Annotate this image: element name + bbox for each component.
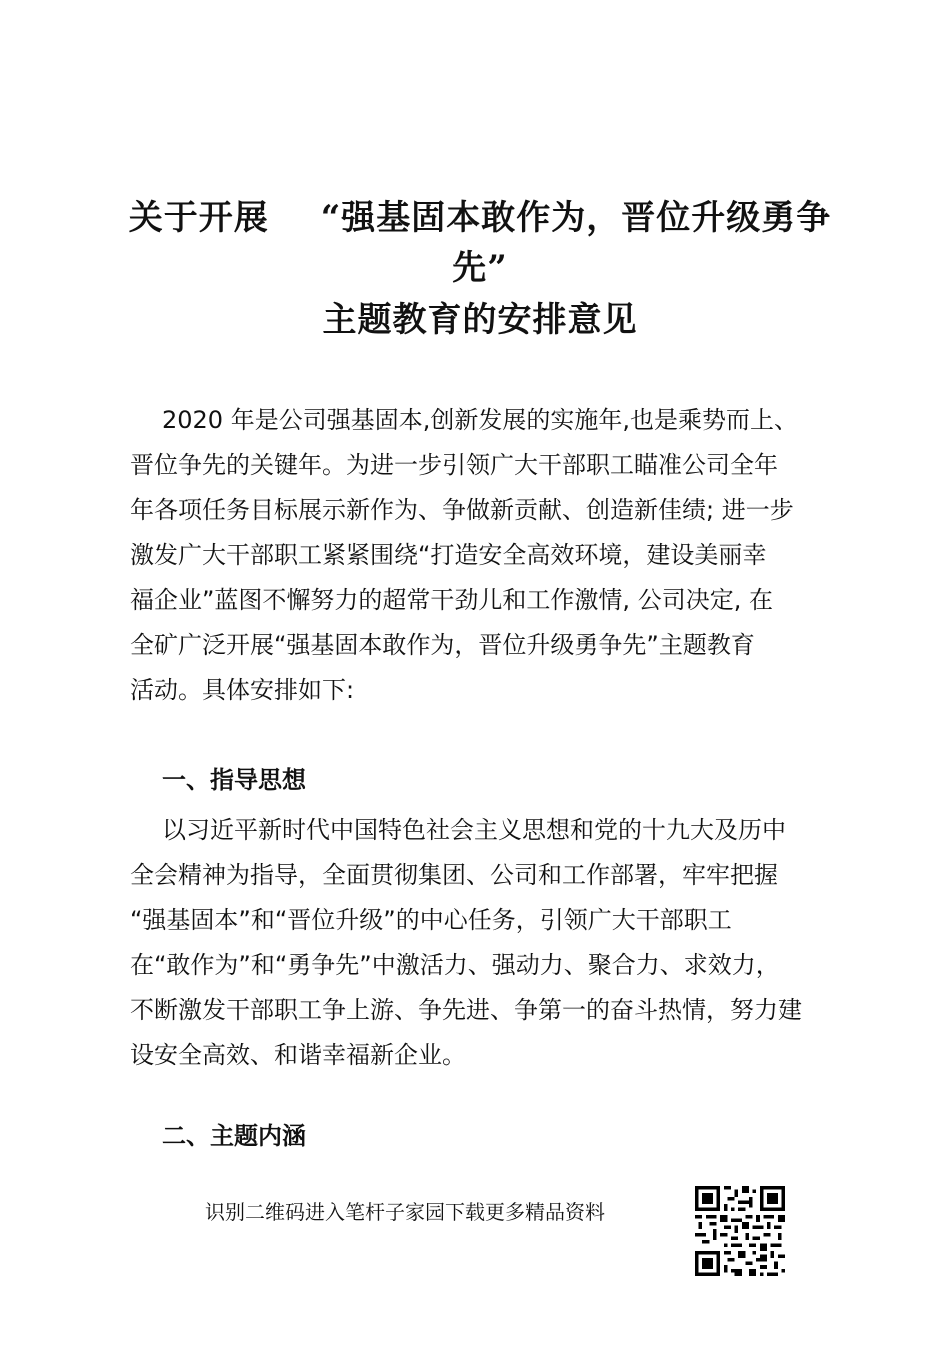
intro-line: 激发广大干部职工紧紧围绕“打造安全高效环境，建设美丽幸 (130, 541, 767, 569)
guiding-line: 不断激发干部职工争上游、争先进、争第一的奋斗热情，努力建 (130, 996, 802, 1024)
guiding-line: 在“敢作为”和“勇争先”中激活力、强动力、聚合力、求效力， (130, 951, 780, 979)
title-theme: “强基固本敢作为，晋位升级勇争 (320, 198, 832, 238)
title-prefix: 关于开展 (128, 198, 269, 238)
guiding-line: 设安全高效、和谐幸福新企业。 (130, 1041, 466, 1069)
intro-line: 2020 年是公司强基固本,创新发展的实施年,也是乘势而上、 (162, 406, 798, 434)
qr-code-icon[interactable] (695, 1186, 785, 1276)
section-heading-theme-connotation: 二、主题内涵 (162, 1122, 306, 1150)
document-title-line-3: 主题教育的安排意见 (322, 300, 638, 340)
guiding-line: 以习近平新时代中国特色社会主义思想和党的十九大及历中 (162, 816, 786, 844)
intro-line: 年各项任务目标展示新作为、争做新贡献、创造新佳绩; 进一步 (130, 496, 794, 524)
section-heading-guiding-thought: 一、指导思想 (162, 766, 306, 794)
guiding-line: “强基固本”和“晋位升级”的中心任务，引领广大干部职工 (130, 906, 732, 934)
document-title-line-2: 先” (452, 248, 508, 288)
document-title-line-1 (120, 190, 840, 239)
intro-line: 晋位争先的关键年。为进一步引领广大干部职工瞄准公司全年 (130, 451, 778, 479)
intro-line: 活动。具体安排如下: (130, 676, 355, 704)
guiding-thought-paragraph (130, 808, 830, 1078)
guiding-line: 全会精神为指导，全面贯彻集团、公司和工作部署，牢牢把握 (130, 861, 778, 889)
footer-promo-text: 识别二维码进入笔杆子家园下载更多精品资料 (205, 1200, 605, 1224)
intro-paragraph (130, 398, 830, 713)
intro-line: 全矿广泛开展“强基固本敢作为，晋位升级勇争先”主题教育 (130, 631, 755, 659)
intro-line: 福企业”蓝图不懈努力的超常干劲儿和工作激情, 公司决定, 在 (130, 586, 773, 614)
